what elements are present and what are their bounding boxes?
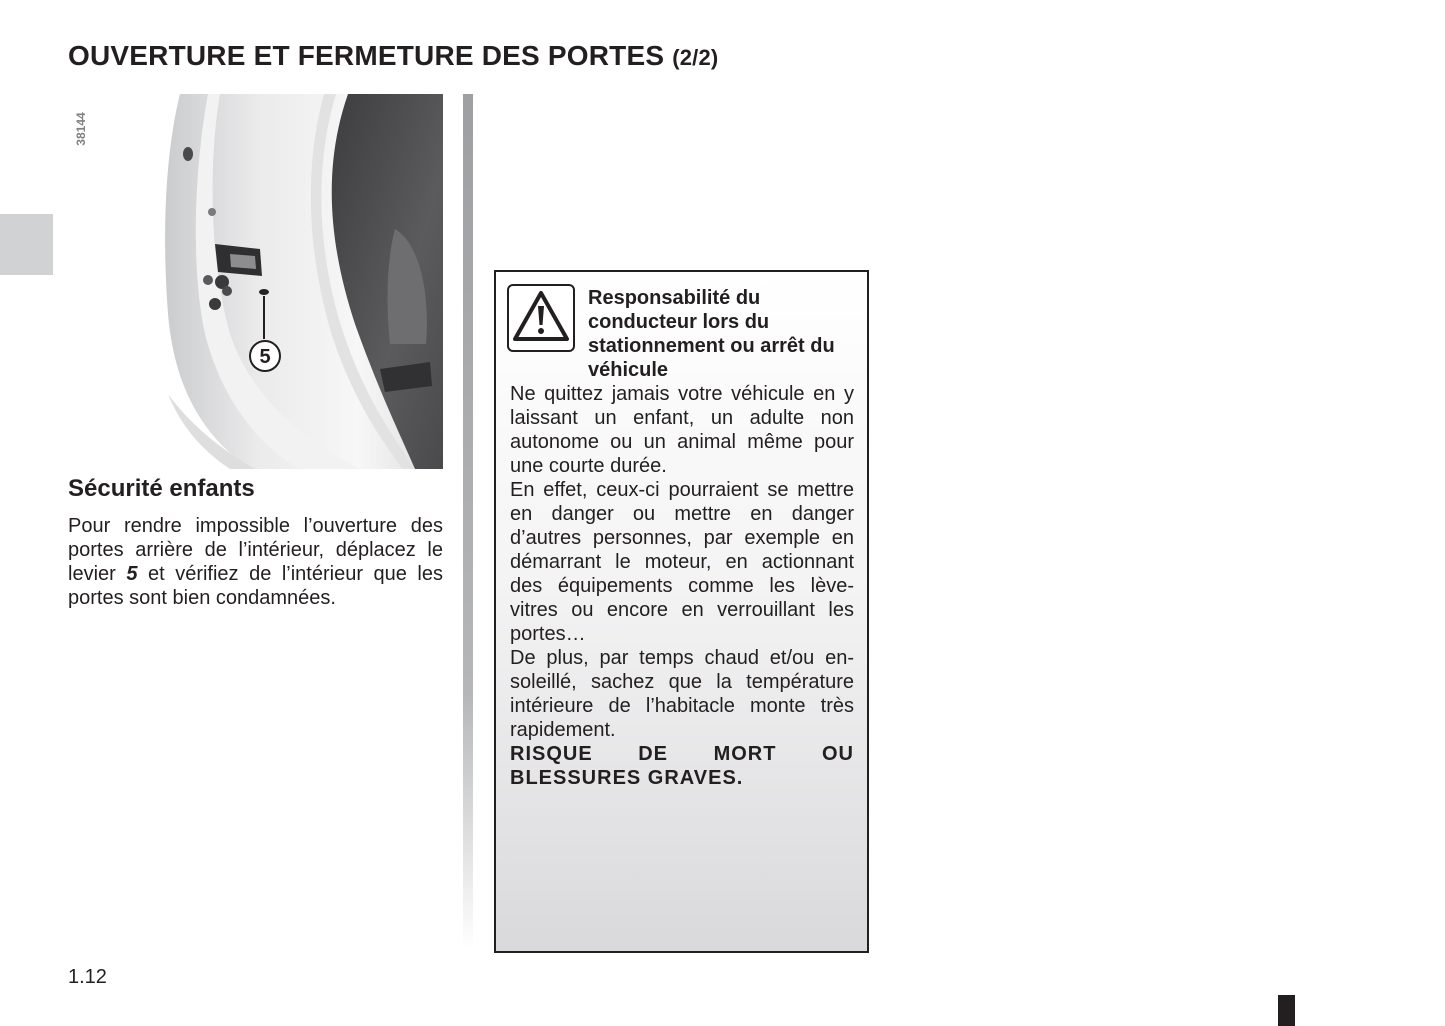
figure-number: 38144	[74, 112, 88, 146]
warning-emphasis: RISQUE DE MORT OU BLESSURES GRAVES.	[510, 743, 854, 789]
warning-icon-frame	[507, 284, 575, 352]
section-heading: Sécurité enfants	[68, 475, 255, 502]
warning-title: Responsabilité du conducteur lors du stationnement ou arrêt du véhicule	[588, 287, 835, 381]
lever-reference: 5	[126, 563, 138, 585]
column-divider	[463, 94, 473, 950]
page-number: 1.12	[68, 966, 107, 988]
callout-5-label: 5	[259, 346, 271, 368]
door-illustration	[160, 94, 443, 469]
chapter-tab	[0, 214, 53, 275]
page-title-text: OUVERTURE ET FERMETURE DES PORTES	[68, 40, 665, 71]
callout-5-marker	[248, 339, 282, 373]
warning-paragraph: De plus, par temps chaud et/ou en-soleillé, sachez que la température intérieure de l’habitacle monte très rapidement.	[510, 647, 854, 741]
child-safety-text-after: et vérifiez de l’intérieur que les portes sont bien condamnées.	[68, 563, 443, 609]
thumb-index-marker	[1278, 995, 1295, 1026]
warning-paragraph: Ne quittez jamais votre véhicule en y laissant un enfant, un adulte non autonome ou un animal même pour une courte durée.	[510, 383, 854, 477]
warning-text	[510, 382, 854, 790]
warning-paragraph: En effet, ceux-ci pourraient se mettre en danger ou mettre en danger d’autres personnes, par exemple en démarrant le moteur, en actionnant des équipements comme les lève-vitres ou encore en verrouillant les portes…	[510, 479, 854, 645]
warning-triangle-icon	[512, 289, 570, 343]
page-title-suffix: (2/2)	[672, 45, 719, 70]
warning-box	[494, 270, 869, 953]
child-safety-paragraph	[68, 514, 443, 610]
child-safety-text-before: Pour rendre impossible l’ouverture des portes arrière de l’intérieur, déplacez le levier	[68, 515, 443, 585]
page-title	[68, 40, 718, 72]
